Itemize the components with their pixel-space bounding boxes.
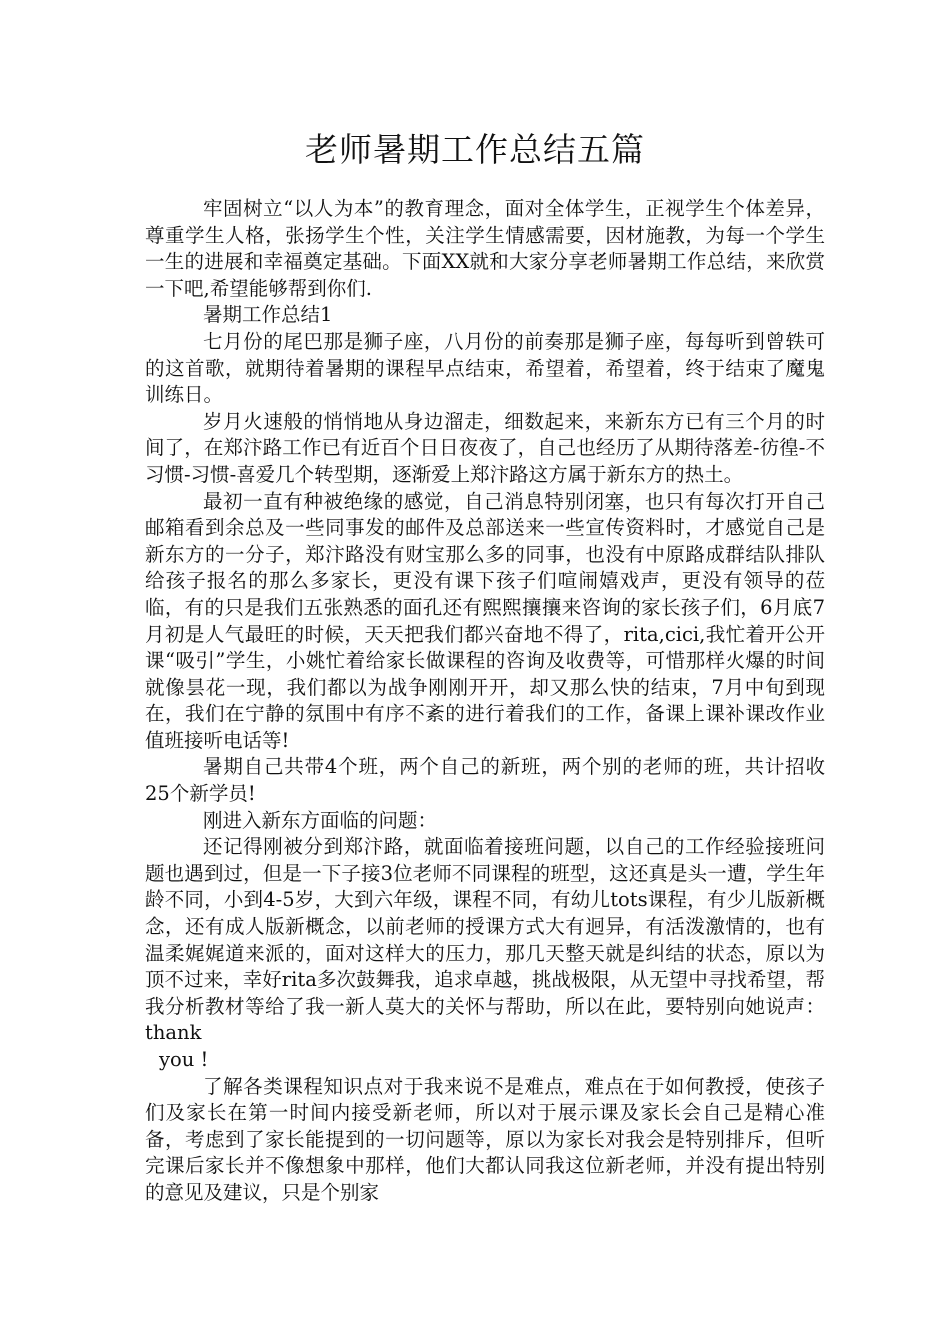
paragraph-tail: you ! [159,1048,209,1071]
paragraph: 暑期自己共带4个班，两个自己的新班，两个别的老师的班，共计招收25个新学员! [145,755,825,806]
paragraph-intro: 牢固树立“以人为本”的教育理念，面对全体学生，正视学生个体差异，尊重学生人格，张扬学生个性，关注学生情感需要，因材施教，为每一个学生一生的进展和幸福奠定基础。下面XX就和大家分享老师暑期工作总结，来欣赏一下吧,希望能够帮到你们. [145,197,825,300]
document-body [145,196,825,1207]
paragraph: 刚进入新东方面临的问题： [203,808,438,832]
paragraph: 了解各类课程知识点对于我来说不是难点，难点在于如何教授，使孩子们及家长在第一时间内接受新老师，所以对于展示课及家长会自己是精心准备，考虑到了家长能提到的一切问题等，原以为家长对我会是特别排斥，但听完课后家长并不像想象中那样，他们大都认同我这位新老师，并没有提出特别的意见及建议，只是个别家 [145,1074,825,1204]
paragraph: 岁月火速般的悄悄地从身边溜走，细数起来，来新东方已有三个月的时间了，在郑汴路工作已有近百个日日夜夜了，自己也经历了从期待落差-彷徨-不习惯-习惯-喜爱几个转型期，逐渐爱上郑汴路这方属于新东方的热土。 [145,409,825,486]
document-title: 老师暑期工作总结五篇 [305,130,645,169]
paragraph: 最初一直有种被绝缘的感觉，自己消息特别闭塞，也只有每次打开自己邮箱看到余总及一些同事发的邮件及总部送来一些宣传资料时，才感觉自己是新东方的一分子，郑汴路没有财宝那么多的同事，也没有中原路成群结队排队给孩子报名的那么多家长，更没有课下孩子们喧闹嬉戏声，更没有领导的莅临，有的只是我们五张熟悉的面孔还有熙熙攘攘来咨询的家长孩子们，6月底7月初是人气最旺的时候，天天把我们都兴奋地不得了，rita,cici,我忙着开公开课“吸引”学生，小姚忙着给家长做课程的咨询及收费等，可惜那样火爆的时间就像昙花一现，我们都以为战争刚刚开开，却又那么快的结束，7月中旬到现在，我们在宁静的氛围中有序不紊的进行着我们的工作，备课上课补课改作业值班接听电话等! [145,489,825,752]
section-heading: 暑期工作总结1 [203,303,333,327]
paragraph: 还记得刚被分到郑汴路，就面临着接班问题，以自己的工作经验接班问题也遇到过，但是一下子接3位老师不同课程的班型，这还真是头一遭，学生年龄不同，小到4-5岁，大到六年级，课程不同，有幼儿tots课程，有少儿版新概念，还有成人版新概念，以前老师的授课方式大有迥异，有活泼激情的，也有温柔娓娓道来派的，面对这样大的压力，那几天整天就是纠结的状态，原以为顶不过来，幸好rita多次鼓舞我，追求卓越，挑战极限，从无望中寻找希望，帮我分析教材等给了我一新人莫大的关怀与帮助，所以在此，要特别向她说声：thank [145,835,825,1045]
paragraph: 七月份的尾巴那是狮子座，八月份的前奏那是狮子座，每每听到曾轶可的这首歌，就期待着暑期的课程早点结束，希望着，希望着，终于结束了魔鬼训练日。 [145,329,825,407]
